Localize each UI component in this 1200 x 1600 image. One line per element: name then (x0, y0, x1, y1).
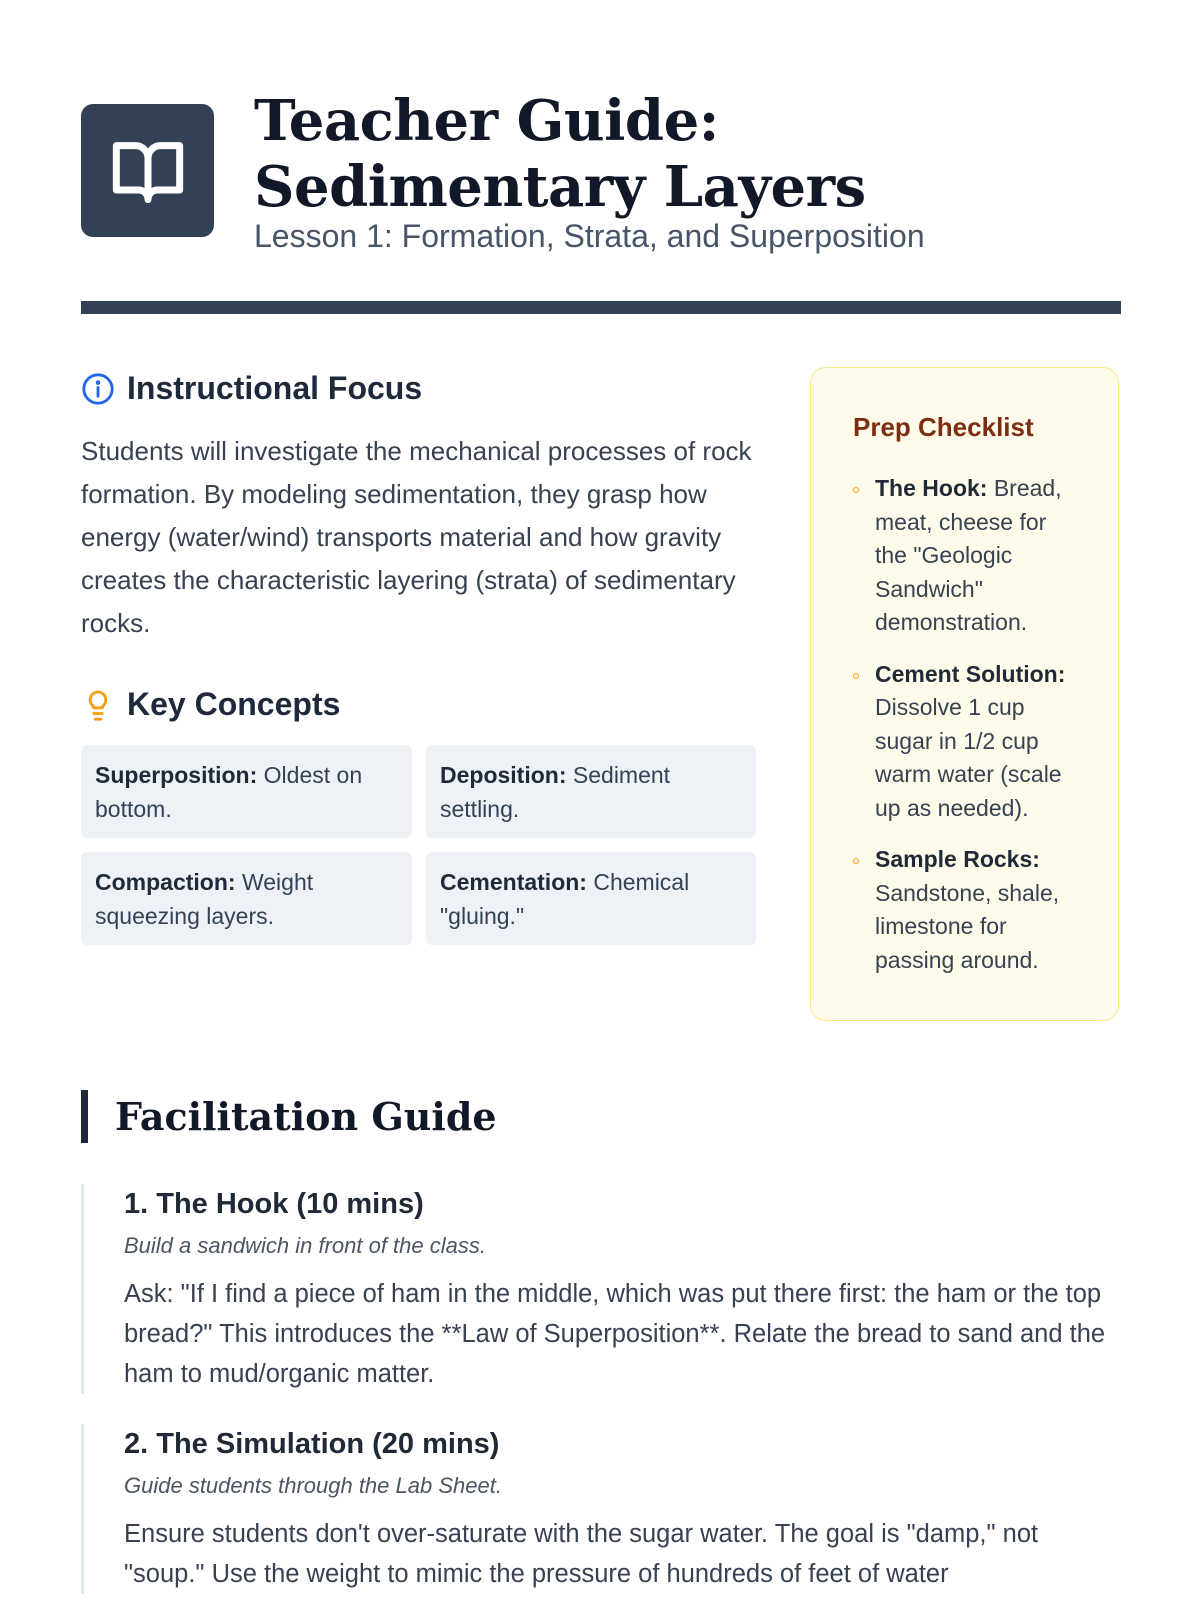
concept-card-cementation (426, 852, 756, 945)
page-subtitle: Lesson 1: Formation, Strata, and Superposition (254, 218, 925, 254)
key-concepts-grid (81, 745, 756, 945)
info-icon (81, 372, 115, 406)
step-title: 2. The Simulation (20 mins) (124, 1428, 500, 1460)
bullet-circle-icon (853, 487, 859, 493)
prep-item-term: Sample Rocks: (875, 846, 1040, 872)
step-body: Ensure students don't over-saturate with the sugar water. The goal is "damp," not "soup." Use the weight to mimic the pressure of hundreds of feet of water (124, 1520, 1039, 1588)
concept-desc: Chemical "gluing." (440, 869, 690, 929)
page-title: Teacher Guide: Sedimentary Layers (254, 88, 866, 220)
concept-term: Deposition: (440, 762, 567, 788)
concept-desc: Weight squeezing layers. (95, 869, 314, 929)
step-subtitle: Guide students through the Lab Sheet. (124, 1473, 502, 1498)
key-concepts-heading (81, 686, 340, 723)
concept-card-superposition (81, 745, 412, 838)
instructional-focus-text: Students will investigate the mechanical processes of rock formation. By modeling sedimentation, they grasp how energy (water/wind) transports material and how gravity creates the characteristic layering (strata) of sedimentary rocks. (81, 436, 752, 638)
prep-checklist-title: Prep Checklist (853, 412, 1034, 442)
logo (81, 104, 214, 237)
facilitation-step-hook (81, 1184, 1121, 1394)
bullet-circle-icon (853, 858, 859, 864)
list-item (853, 658, 1083, 826)
concept-card-compaction (81, 852, 412, 945)
concept-term: Compaction: (95, 869, 236, 895)
concept-term: Superposition: (95, 762, 258, 788)
header (81, 88, 1121, 268)
list-item (853, 843, 1083, 977)
concept-card-deposition (426, 745, 756, 838)
lightbulb-icon (81, 688, 115, 722)
prep-item-term: The Hook: (875, 475, 988, 501)
bullet-circle-icon (853, 673, 859, 679)
step-title: 1. The Hook (10 mins) (124, 1188, 424, 1220)
prep-item-desc: Bread, meat, cheese for the "Geologic Sandwich" demonstration. (875, 475, 1062, 635)
concept-desc: Sediment settling. (440, 762, 671, 822)
step-subtitle: Build a sandwich in front of the class. (124, 1233, 486, 1258)
key-concepts-title: Key Concepts (127, 686, 341, 722)
instructional-focus-heading (81, 370, 422, 407)
book-open-icon (110, 136, 186, 206)
facilitation-step-simulation (81, 1424, 1121, 1594)
prep-item-term: Cement Solution: (875, 660, 1066, 687)
prep-checklist (810, 367, 1119, 1021)
list-item (853, 472, 1083, 640)
prep-item-desc: Sandstone, shale, limestone for passing around. (875, 879, 1060, 973)
concept-desc: Oldest on bottom. (95, 762, 363, 822)
header-divider (81, 301, 1121, 314)
facilitation-guide-heading: Facilitation Guide (81, 1090, 497, 1143)
step-body: Ask: "If I find a piece of ham in the middle, which was put there first: the ham or the top bread?" This introduces the **Law of Superposition**. Relate the bread to sand and the ham to mud/organic matter. (124, 1280, 1106, 1388)
prep-checklist-list (853, 472, 1083, 995)
instructional-focus-title: Instructional Focus (127, 370, 423, 406)
prep-item-desc: Dissolve 1 cup sugar in 1/2 cup warm water (scale up as needed). (875, 694, 1062, 821)
concept-term: Cementation: (440, 869, 587, 895)
